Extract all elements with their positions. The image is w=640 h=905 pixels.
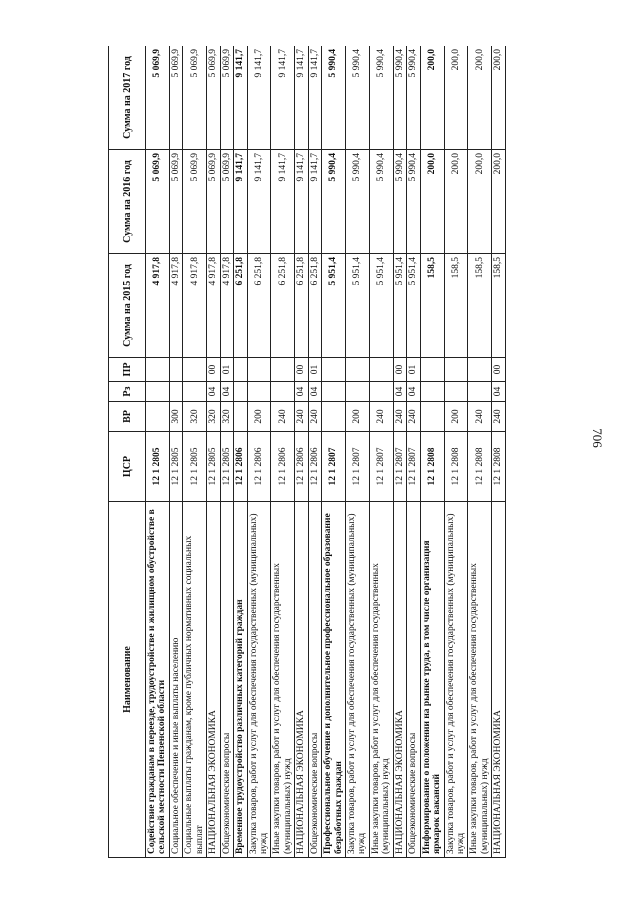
cell-vr: 300 — [169, 402, 182, 432]
cell-pr — [420, 358, 444, 382]
cell-vr: 240 — [369, 402, 393, 432]
cell-pr — [346, 358, 370, 382]
table-row — [346, 46, 370, 858]
cell-csr: 12 1 2808 — [468, 432, 492, 502]
cell-vr: 200 — [444, 402, 468, 432]
header-csr: ЦСР — [109, 432, 146, 502]
cell-rz — [234, 382, 247, 402]
cell-2016: 9 141,7 — [271, 150, 295, 254]
cell-vr: 240 — [492, 402, 505, 432]
cell-2016: 200,0 — [444, 150, 468, 254]
cell-pr — [468, 358, 492, 382]
cell-name: Общеэкономические вопросы — [308, 502, 321, 858]
cell-2016: 5 069,9 — [169, 150, 182, 254]
cell-2017: 5 990,4 — [369, 46, 393, 150]
cell-name: НАЦИОНАЛЬНАЯ ЭКОНОМИКА — [295, 502, 308, 858]
table-row — [393, 46, 406, 858]
header-2015: Сумма на 2015 год — [109, 254, 146, 358]
cell-name: Закупка товаров, работ и услуг для обеспечения государственных (муниципальных) нужд — [247, 502, 271, 858]
cell-rz — [271, 382, 295, 402]
cell-pr — [169, 358, 182, 382]
table-row — [183, 46, 207, 858]
cell-rz: 04 — [207, 382, 220, 402]
cell-rz — [146, 382, 170, 402]
cell-csr: 12 1 2806 — [234, 432, 247, 502]
cell-vr: 240 — [407, 402, 420, 432]
cell-name: Содействие гражданам в переезде, трудоустройстве и жилищном обустройстве в сельской местности Пензенской области — [146, 502, 170, 858]
cell-name: Информирование о положении на рынке труда, в том числе организация ярмарок вакансий — [420, 502, 444, 858]
table-row — [271, 46, 295, 858]
cell-2015: 4 917,8 — [207, 254, 220, 358]
cell-rz: 04 — [220, 382, 233, 402]
cell-csr: 12 1 2807 — [346, 432, 370, 502]
cell-vr: 240 — [295, 402, 308, 432]
table-row — [369, 46, 393, 858]
cell-2016: 5 069,9 — [220, 150, 233, 254]
cell-2015: 5 951,4 — [393, 254, 406, 358]
cell-name: Социальное обеспечение и иные выплаты населению — [169, 502, 182, 858]
table-row — [169, 46, 182, 858]
cell-2015: 6 251,8 — [247, 254, 271, 358]
header-vr: ВР — [109, 402, 146, 432]
cell-vr: 200 — [247, 402, 271, 432]
cell-name: Иные закупки товаров, работ и услуг для обеспечения государственных (муниципальных) нужд — [468, 502, 492, 858]
cell-csr: 12 1 2807 — [393, 432, 406, 502]
cell-2015: 5 951,4 — [407, 254, 420, 358]
cell-2015: 4 917,8 — [183, 254, 207, 358]
cell-vr: 320 — [207, 402, 220, 432]
cell-csr: 12 1 2806 — [308, 432, 321, 502]
cell-2017: 9 141,7 — [295, 46, 308, 150]
header-name: Наименование — [109, 502, 146, 858]
cell-2016: 9 141,7 — [234, 150, 247, 254]
cell-vr: 240 — [393, 402, 406, 432]
cell-2015: 5 951,4 — [322, 254, 346, 358]
cell-rz — [420, 382, 444, 402]
table-header-row — [109, 46, 146, 858]
cell-2017: 5 069,9 — [183, 46, 207, 150]
table-row — [420, 46, 444, 858]
cell-2015: 6 251,8 — [234, 254, 247, 358]
cell-csr: 12 1 2807 — [369, 432, 393, 502]
cell-rz — [322, 382, 346, 402]
cell-2016: 9 141,7 — [308, 150, 321, 254]
cell-rz — [369, 382, 393, 402]
table-row — [468, 46, 492, 858]
cell-2017: 200,0 — [492, 46, 505, 150]
cell-rz — [183, 382, 207, 402]
table-row — [247, 46, 271, 858]
cell-csr: 12 1 2806 — [295, 432, 308, 502]
cell-2017: 5 990,4 — [407, 46, 420, 150]
cell-2016: 200,0 — [420, 150, 444, 254]
cell-rz — [247, 382, 271, 402]
cell-pr: 01 — [407, 358, 420, 382]
cell-csr: 12 1 2807 — [322, 432, 346, 502]
budget-table — [108, 46, 506, 858]
cell-pr — [146, 358, 170, 382]
cell-name: Временное трудоустройство различных категорий граждан — [234, 502, 247, 858]
cell-rz: 04 — [308, 382, 321, 402]
cell-name: Иные закупки товаров, работ и услуг для обеспечения государственных (муниципальных) нужд — [271, 502, 295, 858]
cell-2015: 6 251,8 — [295, 254, 308, 358]
cell-vr: 200 — [346, 402, 370, 432]
cell-2016: 5 069,9 — [207, 150, 220, 254]
rotated-table-container — [108, 46, 560, 858]
cell-2016: 9 141,7 — [247, 150, 271, 254]
cell-pr — [444, 358, 468, 382]
cell-pr: 01 — [220, 358, 233, 382]
cell-rz — [444, 382, 468, 402]
cell-2015: 158,5 — [420, 254, 444, 358]
cell-2017: 200,0 — [444, 46, 468, 150]
table-row — [146, 46, 170, 858]
table-row — [407, 46, 420, 858]
cell-2015: 158,5 — [444, 254, 468, 358]
cell-vr — [420, 402, 444, 432]
cell-2017: 5 069,9 — [220, 46, 233, 150]
page-number: 706 — [589, 428, 605, 448]
header-pr: ПР — [109, 358, 146, 382]
cell-name: НАЦИОНАЛЬНАЯ ЭКОНОМИКА — [393, 502, 406, 858]
cell-csr: 12 1 2805 — [169, 432, 182, 502]
cell-2017: 9 141,7 — [247, 46, 271, 150]
cell-pr — [247, 358, 271, 382]
cell-pr — [369, 358, 393, 382]
cell-2017: 5 990,4 — [346, 46, 370, 150]
cell-csr: 12 1 2805 — [220, 432, 233, 502]
cell-pr — [322, 358, 346, 382]
cell-2017: 200,0 — [420, 46, 444, 150]
cell-pr: 00 — [207, 358, 220, 382]
cell-vr: 240 — [468, 402, 492, 432]
cell-2016: 200,0 — [468, 150, 492, 254]
cell-pr: 00 — [295, 358, 308, 382]
cell-csr: 12 1 2805 — [183, 432, 207, 502]
cell-2016: 5 990,4 — [407, 150, 420, 254]
cell-2015: 4 917,8 — [220, 254, 233, 358]
table-row — [220, 46, 233, 858]
cell-name: Профессиональное обучение и дополнительное профессиональное образование безработных граждан — [322, 502, 346, 858]
cell-2017: 9 141,7 — [234, 46, 247, 150]
cell-csr: 12 1 2808 — [444, 432, 468, 502]
cell-rz — [169, 382, 182, 402]
cell-vr — [322, 402, 346, 432]
cell-csr: 12 1 2807 — [407, 432, 420, 502]
cell-csr: 12 1 2805 — [207, 432, 220, 502]
cell-2017: 200,0 — [468, 46, 492, 150]
cell-name: Социальные выплаты гражданам, кроме публичных нормативных социальных выплат — [183, 502, 207, 858]
cell-2015: 158,5 — [468, 254, 492, 358]
table-body — [146, 46, 506, 858]
cell-csr: 12 1 2805 — [146, 432, 170, 502]
cell-rz — [346, 382, 370, 402]
cell-csr: 12 1 2806 — [271, 432, 295, 502]
table-row — [207, 46, 220, 858]
table-row — [234, 46, 247, 858]
cell-2016: 5 990,4 — [393, 150, 406, 254]
cell-2016: 5 069,9 — [183, 150, 207, 254]
table-row — [295, 46, 308, 858]
cell-vr: 240 — [308, 402, 321, 432]
cell-rz — [468, 382, 492, 402]
table-row — [308, 46, 321, 858]
cell-rz: 04 — [407, 382, 420, 402]
cell-2017: 5 069,9 — [146, 46, 170, 150]
cell-2015: 6 251,8 — [308, 254, 321, 358]
cell-name: НАЦИОНАЛЬНАЯ ЭКОНОМИКА — [207, 502, 220, 858]
header-2017: Сумма на 2017 год — [109, 46, 146, 150]
cell-csr: 12 1 2808 — [420, 432, 444, 502]
cell-2015: 5 951,4 — [346, 254, 370, 358]
cell-name: Закупка товаров, работ и услуг для обеспечения государственных (муниципальных) нужд — [346, 502, 370, 858]
cell-name: Общеэкономические вопросы — [220, 502, 233, 858]
cell-pr: 01 — [308, 358, 321, 382]
cell-csr: 12 1 2806 — [247, 432, 271, 502]
cell-vr: 320 — [220, 402, 233, 432]
cell-vr — [146, 402, 170, 432]
cell-2015: 4 917,8 — [146, 254, 170, 358]
cell-rz: 04 — [295, 382, 308, 402]
cell-2015: 4 917,8 — [169, 254, 182, 358]
cell-2016: 5 990,4 — [322, 150, 346, 254]
table-row — [444, 46, 468, 858]
cell-vr: 320 — [183, 402, 207, 432]
cell-name: НАЦИОНАЛЬНАЯ ЭКОНОМИКА — [492, 502, 505, 858]
table-row — [492, 46, 505, 858]
cell-name: Иные закупки товаров, работ и услуг для обеспечения государственных (муниципальных) нужд — [369, 502, 393, 858]
cell-name: Закупка товаров, работ и услуг для обеспечения государственных (муниципальных) нужд — [444, 502, 468, 858]
cell-2015: 6 251,8 — [271, 254, 295, 358]
cell-2016: 200,0 — [492, 150, 505, 254]
cell-2016: 5 990,4 — [346, 150, 370, 254]
cell-vr: 240 — [271, 402, 295, 432]
cell-pr — [234, 358, 247, 382]
cell-2017: 5 069,9 — [169, 46, 182, 150]
cell-2017: 9 141,7 — [308, 46, 321, 150]
rotated-table-frame — [108, 46, 560, 858]
cell-2017: 5 069,9 — [207, 46, 220, 150]
header-rz: Рз — [109, 382, 146, 402]
cell-pr: 00 — [492, 358, 505, 382]
cell-2017: 5 990,4 — [322, 46, 346, 150]
cell-2015: 158,5 — [492, 254, 505, 358]
cell-2016: 5 069,9 — [146, 150, 170, 254]
cell-vr — [234, 402, 247, 432]
cell-2016: 9 141,7 — [295, 150, 308, 254]
cell-pr: 00 — [393, 358, 406, 382]
table-row — [322, 46, 346, 858]
cell-name: Общеэкономические вопросы — [407, 502, 420, 858]
cell-2016: 5 990,4 — [369, 150, 393, 254]
cell-2017: 9 141,7 — [271, 46, 295, 150]
cell-rz: 04 — [393, 382, 406, 402]
cell-2017: 5 990,4 — [393, 46, 406, 150]
cell-csr: 12 1 2808 — [492, 432, 505, 502]
cell-pr — [183, 358, 207, 382]
cell-pr — [271, 358, 295, 382]
cell-rz: 04 — [492, 382, 505, 402]
header-2016: Сумма на 2016 год — [109, 150, 146, 254]
cell-2015: 5 951,4 — [369, 254, 393, 358]
